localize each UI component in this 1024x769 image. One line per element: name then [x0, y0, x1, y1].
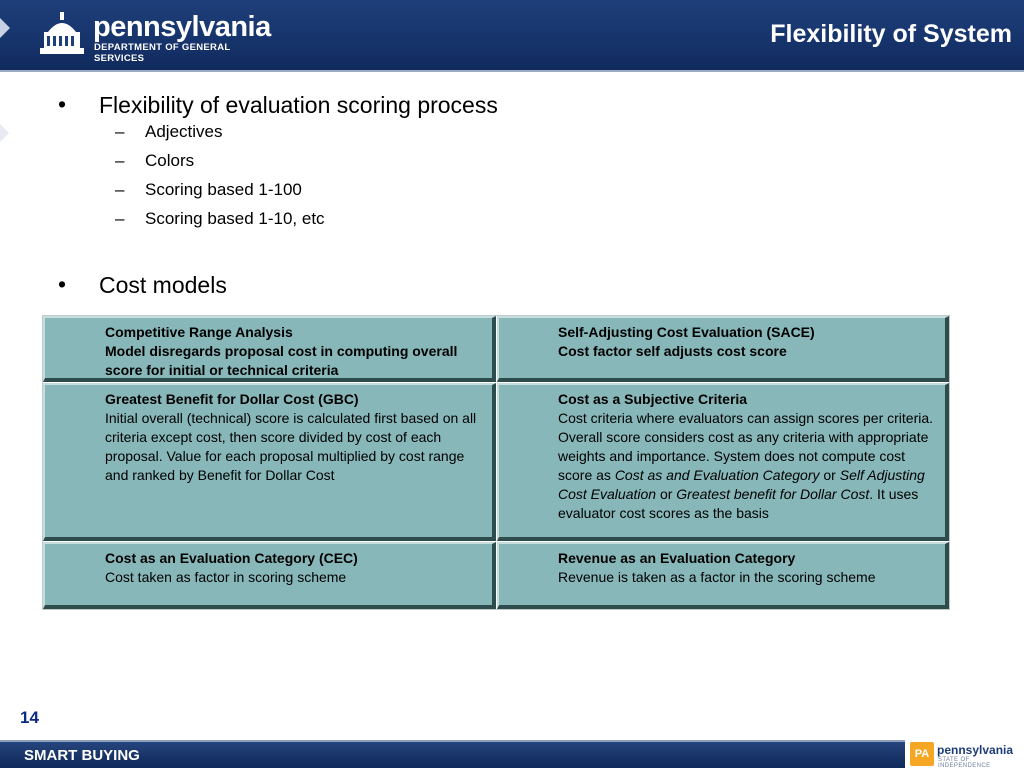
desc-text: . It uses evaluator cost scores as the basis — [558, 486, 919, 521]
bullet-dot-icon: • — [58, 271, 67, 297]
desc-text: or — [819, 467, 840, 483]
cost-model-title: Greatest Benefit for Dollar Cost (GBC) — [105, 391, 359, 407]
sub-bullet-text: Adjectives — [145, 122, 223, 141]
pa-badge-icon: PA — [910, 742, 934, 766]
bullet-dot-icon: • — [58, 91, 67, 117]
logo-subtitle: DEPARTMENT OF GENERAL SERVICES — [94, 42, 231, 64]
cost-model-cell — [43, 383, 496, 541]
cost-model-desc: Revenue is taken as a factor in the scoring scheme — [558, 569, 876, 585]
cost-model-cell — [497, 383, 949, 541]
footer-bar — [0, 740, 905, 768]
slide-title: Flexibility of System — [770, 20, 1012, 48]
cost-models-table — [42, 315, 950, 610]
cost-model-title: Cost as an Evaluation Category (CEC) — [105, 550, 358, 566]
footer-label: SMART BUYING — [24, 747, 140, 764]
cost-model-cell — [497, 542, 949, 609]
pa-state-logo — [908, 742, 1024, 768]
cost-model-cell — [497, 316, 949, 382]
cost-model-cell — [43, 542, 496, 609]
sub-bullet-text: Scoring based 1-10, etc — [145, 209, 325, 228]
cost-model-desc: Initial overall (technical) score is calculated first based on all criteria except cost, then score divided by cost of each proposal. Value for each proposal multiplied by cost range and ranked by Benefit for Dollar Cost — [105, 410, 477, 483]
header-edge-arrow-icon — [0, 18, 10, 38]
pa-brand-subtitle: STATE OF INDEPENDENCE — [938, 757, 991, 769]
slide-footer — [0, 740, 1024, 768]
dgs-logo — [38, 8, 278, 64]
sub-bullet-text: Colors — [145, 151, 195, 170]
dash-icon: – — [115, 180, 125, 199]
cost-model-desc: Cost factor self adjusts cost score — [558, 343, 787, 359]
desc-emphasis: Greatest benefit for Dollar Cost — [676, 486, 870, 502]
cost-model-title: Self-Adjusting Cost Evaluation (SACE) — [558, 324, 815, 340]
cost-model-title: Revenue as an Evaluation Category — [558, 550, 796, 566]
dash-icon: – — [115, 209, 125, 228]
slide-header — [0, 0, 1024, 72]
bullet-text: Flexibility of evaluation scoring process — [99, 92, 498, 118]
cost-model-desc: Model disregards proposal cost in computing overall score for initial or technical criteria — [105, 343, 458, 378]
logo-name: pennsylvania — [93, 11, 271, 43]
bullet-text: Cost models — [99, 272, 227, 298]
capitol-dome-icon — [38, 10, 86, 56]
cost-model-title: Cost as a Subjective Criteria — [558, 391, 748, 407]
cost-model-title: Competitive Range Analysis — [105, 324, 293, 340]
desc-emphasis: Cost as and Evaluation Category — [614, 467, 820, 483]
side-arrow-icon — [0, 124, 9, 142]
page-number: 14 — [20, 708, 39, 727]
sub-bullet-text: Scoring based 1-100 — [145, 180, 302, 199]
desc-text: Cost criteria where evaluators can assign scores per criteria. Overall score considers cost as any criteria with appropriate weights and importance. System does not compute cost score as — [558, 410, 934, 483]
dash-icon: – — [115, 122, 125, 141]
pa-brand-name: pennsylvania — [937, 743, 1014, 757]
dash-icon: – — [115, 151, 125, 170]
cost-model-desc — [558, 409, 939, 523]
cost-model-desc: Cost taken as factor in scoring scheme — [105, 569, 347, 585]
cost-model-cell — [43, 316, 496, 382]
desc-emphasis: Self Adjusting Cost Evaluation — [558, 467, 925, 502]
desc-text: or — [656, 486, 677, 502]
